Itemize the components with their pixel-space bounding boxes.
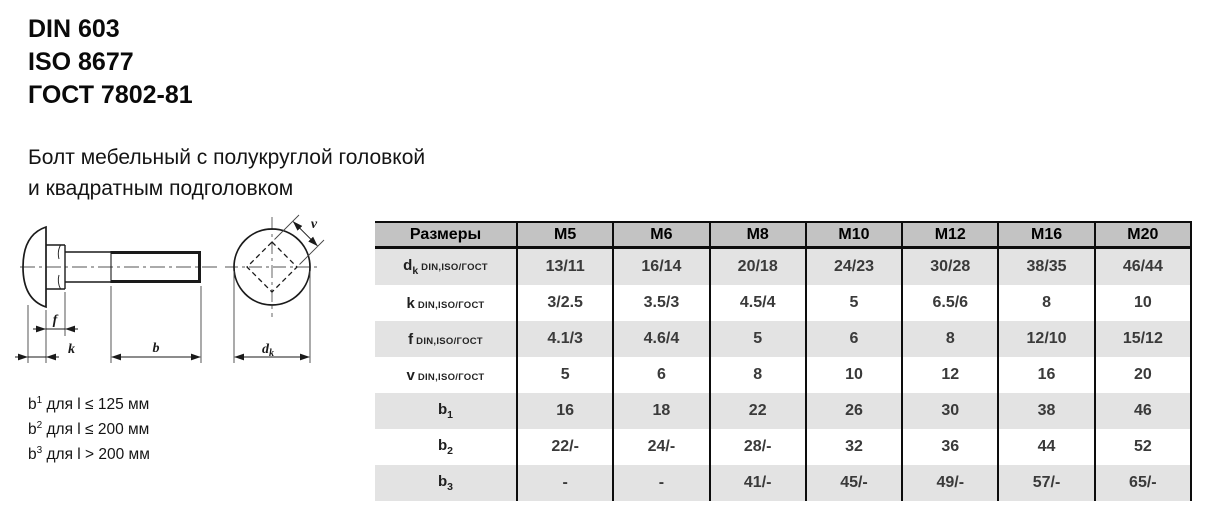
table-cell: 20 xyxy=(1095,357,1191,393)
table-cell: 3.5/3 xyxy=(613,285,709,321)
table-cell: 4.6/4 xyxy=(613,321,709,357)
table-cell: 22/- xyxy=(517,429,613,465)
standard-gost: ГОСТ 7802-81 xyxy=(28,81,193,109)
page-title-line2: и квадратным подголовком xyxy=(28,177,294,200)
footnotes xyxy=(28,390,150,465)
table-cell: 3/2.5 xyxy=(517,285,613,321)
table-cell: 8 xyxy=(998,285,1094,321)
table-cell: 36 xyxy=(902,429,998,465)
table-cell: - xyxy=(517,465,613,501)
table-cell: 5 xyxy=(710,321,806,357)
table-cell: 41/- xyxy=(710,465,806,501)
table-cell: 20/18 xyxy=(710,248,806,286)
table-header-row xyxy=(375,222,1191,248)
page-title xyxy=(28,142,425,204)
table-cell: 12 xyxy=(902,357,998,393)
table-cell: 6.5/6 xyxy=(902,285,998,321)
column-header: M20 xyxy=(1095,222,1191,248)
dimensions-table xyxy=(375,221,1192,501)
table-cell: 52 xyxy=(1095,429,1191,465)
table-row xyxy=(375,465,1191,501)
footnote: $b^2$ для l ≤ 200 мм xyxy=(28,420,150,439)
table-row xyxy=(375,321,1191,357)
table-cell: 13/11 xyxy=(517,248,613,286)
table-corner-header: Размеры xyxy=(375,222,517,248)
table-cell: 10 xyxy=(1095,285,1191,321)
table-body xyxy=(375,248,1191,502)
dimension-f-label: f xyxy=(52,313,58,328)
table-cell: 57/- xyxy=(998,465,1094,501)
table-cell: 22 xyxy=(710,393,806,429)
table-cell: 38 xyxy=(998,393,1094,429)
row-label: f DIN,ISO/ГОСТ xyxy=(408,330,483,348)
table-cell: 65/- xyxy=(1095,465,1191,501)
table-cell: 5 xyxy=(806,285,902,321)
column-header: M8 xyxy=(710,222,806,248)
table-cell: 32 xyxy=(806,429,902,465)
row-label: k DIN,ISO/ГОСТ xyxy=(406,294,485,312)
dimension-v-label: v xyxy=(310,217,318,232)
table-cell: 26 xyxy=(806,393,902,429)
table-cell: 24/- xyxy=(613,429,709,465)
table-cell: 24/23 xyxy=(806,248,902,286)
table-cell: 18 xyxy=(613,393,709,429)
table-cell: 6 xyxy=(806,321,902,357)
table-cell: 46 xyxy=(1095,393,1191,429)
table-cell: 16 xyxy=(517,393,613,429)
bolt-technical-drawing xyxy=(8,197,376,379)
table-cell: 5 xyxy=(517,357,613,393)
column-header: M5 xyxy=(517,222,613,248)
table-cell: 44 xyxy=(998,429,1094,465)
dimension-b-label: b xyxy=(152,341,160,356)
table-cell: 15/12 xyxy=(1095,321,1191,357)
standards-block xyxy=(28,13,193,112)
table-cell: 28/- xyxy=(710,429,806,465)
column-header: M16 xyxy=(998,222,1094,248)
table-cell: 4.1/3 xyxy=(517,321,613,357)
table-cell: 38/35 xyxy=(998,248,1094,286)
footnote: $b^1$ для l ≤ 125 мм xyxy=(28,395,150,414)
column-header: M12 xyxy=(902,222,998,248)
table-cell: 16/14 xyxy=(613,248,709,286)
table-cell: - xyxy=(613,465,709,501)
table-row xyxy=(375,429,1191,465)
table-cell: 8 xyxy=(902,321,998,357)
table-cell: 12/10 xyxy=(998,321,1094,357)
table-cell: 45/- xyxy=(806,465,902,501)
table-cell: 46/44 xyxy=(1095,248,1191,286)
bolt-front-view xyxy=(225,215,324,363)
row-label: $b_1$ xyxy=(437,401,453,421)
table-row xyxy=(375,393,1191,429)
table-cell: 6 xyxy=(613,357,709,393)
bolt-side-view xyxy=(15,227,221,363)
table-row xyxy=(375,248,1191,286)
dimensions-table-wrap xyxy=(375,221,1192,501)
row-label: $b_3$ xyxy=(437,473,453,493)
footnote: $b^3$ для l > 200 мм xyxy=(28,445,150,464)
table-cell: 10 xyxy=(806,357,902,393)
table-cell: 30/28 xyxy=(902,248,998,286)
table-cell: 49/- xyxy=(902,465,998,501)
table-cell: 16 xyxy=(998,357,1094,393)
row-label: v DIN,ISO/ГОСТ xyxy=(406,366,485,384)
dimension-dk-label: $d_k$ xyxy=(262,342,274,359)
row-label: $d_k$ DIN,ISO/ГОСТ xyxy=(403,257,488,277)
table-row xyxy=(375,285,1191,321)
standard-din: DIN 603 xyxy=(28,15,120,43)
table-row xyxy=(375,357,1191,393)
row-label: $b_2$ xyxy=(437,437,453,457)
page-title-line1: Болт мебельный с полукруглой головкой xyxy=(28,146,426,169)
dimension-k-label: k xyxy=(68,342,75,357)
table-cell: 8 xyxy=(710,357,806,393)
standard-iso: ISO 8677 xyxy=(28,48,134,76)
column-header: M10 xyxy=(806,222,902,248)
table-cell: 4.5/4 xyxy=(710,285,806,321)
column-header: M6 xyxy=(613,222,709,248)
table-cell: 30 xyxy=(902,393,998,429)
